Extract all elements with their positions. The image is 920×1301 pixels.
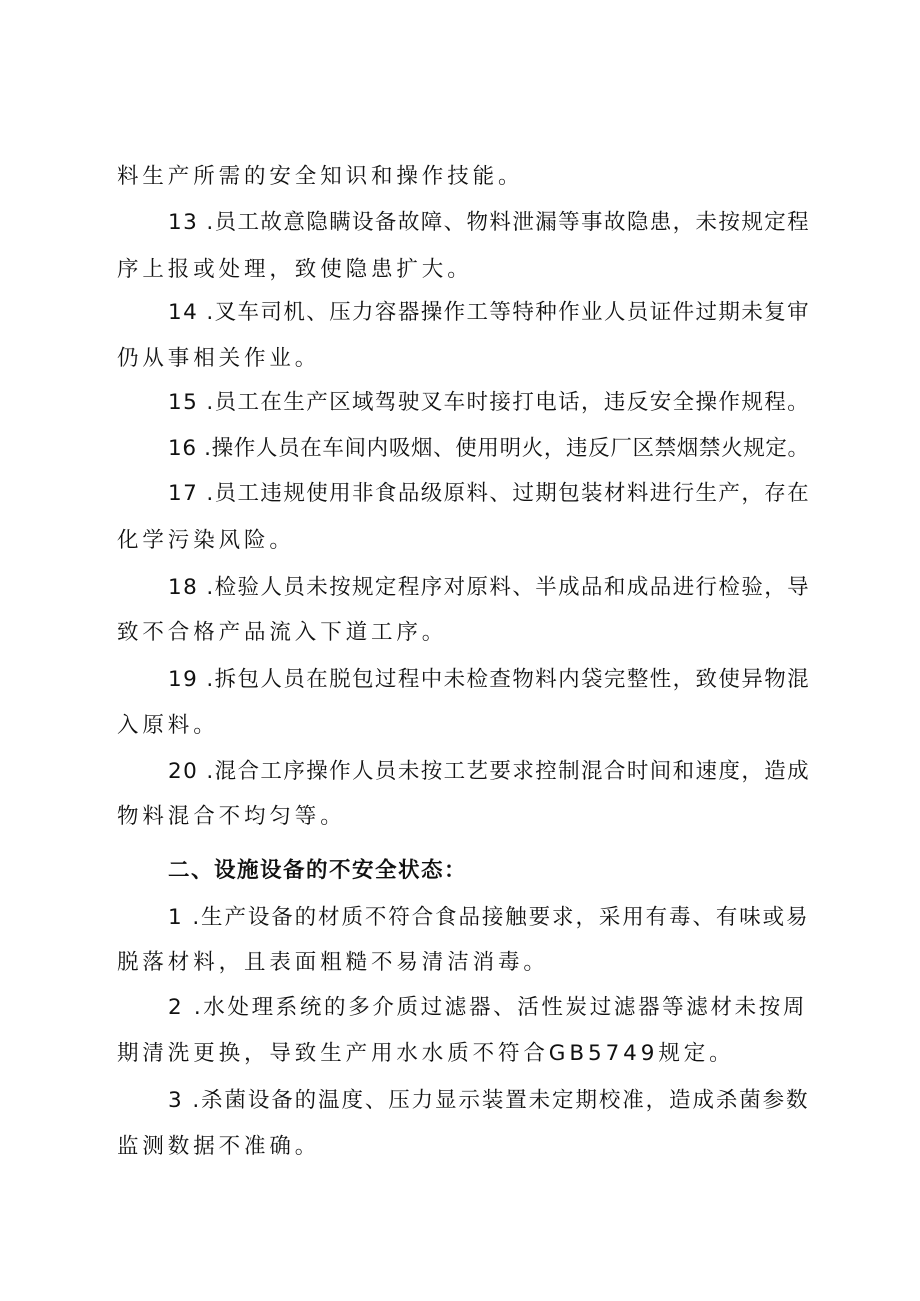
- list-item-18-line-1: 18 .检验人员未按规定程序对原料、半成品和成品进行检验，导: [168, 575, 811, 600]
- list-item-3-line-2: 监测数据不准确。: [117, 1134, 321, 1159]
- list-item-1-line-1: 1 .生产设备的材质不符合食品接触要求，采用有毒、有味或易: [168, 905, 810, 930]
- list-item-17-line-1: 17 .员工违规使用非食品级原料、过期包装材料进行生产，存在: [168, 481, 811, 506]
- text-line: 料生产所需的安全知识和操作技能。: [117, 164, 524, 189]
- list-item-2-line-1: 2 .水处理系统的多介质过滤器、活性炭过滤器等滤材未按周: [168, 995, 808, 1020]
- list-item-1-line-2: 脱落材料，且表面粗糙不易清洁消毒。: [117, 950, 549, 975]
- list-item-20-line-2: 物料混合不均匀等。: [117, 804, 346, 829]
- list-item-14-line-2: 仍从事相关作业。: [117, 346, 321, 371]
- section-heading: 二、设施设备的不安全状态：: [168, 858, 468, 883]
- list-item-17-line-2: 化学污染风险。: [117, 528, 295, 553]
- list-item-13-line-1: 13 .员工故意隐瞒设备故障、物料泄漏等事故隐患，未按规定程: [168, 210, 811, 235]
- list-item-3-line-1: 3 .杀菌设备的温度、压力显示装置未定期校准，造成杀菌参数: [168, 1088, 810, 1113]
- list-item-13-line-2: 序上报或处理，致使隐患扩大。: [117, 257, 473, 282]
- list-item-14-line-1: 14 .叉车司机、压力容器操作工等特种作业人员证件过期未复审: [168, 300, 811, 325]
- list-item-19-line-2: 入原料。: [117, 713, 219, 738]
- list-item-16: 16 .操作人员在车间内吸烟、使用明火，违反厂区禁烟禁火规定。: [168, 436, 810, 461]
- list-item-15: 15 .员工在生产区域驾驶叉车时接打电话，违反安全操作规程。: [168, 390, 811, 415]
- list-item-18-line-2: 致不合格产品流入下道工序。: [117, 620, 448, 645]
- list-item-20-line-1: 20 .混合工序操作人员未按工艺要求控制混合时间和速度，造成: [168, 759, 811, 784]
- list-item-2-line-2: 期清洗更换，导致生产用水水质不符合GB5749规定。: [117, 1041, 735, 1066]
- list-item-19-line-1: 19 .拆包人员在脱包过程中未检查物料内袋完整性，致使异物混: [168, 667, 811, 692]
